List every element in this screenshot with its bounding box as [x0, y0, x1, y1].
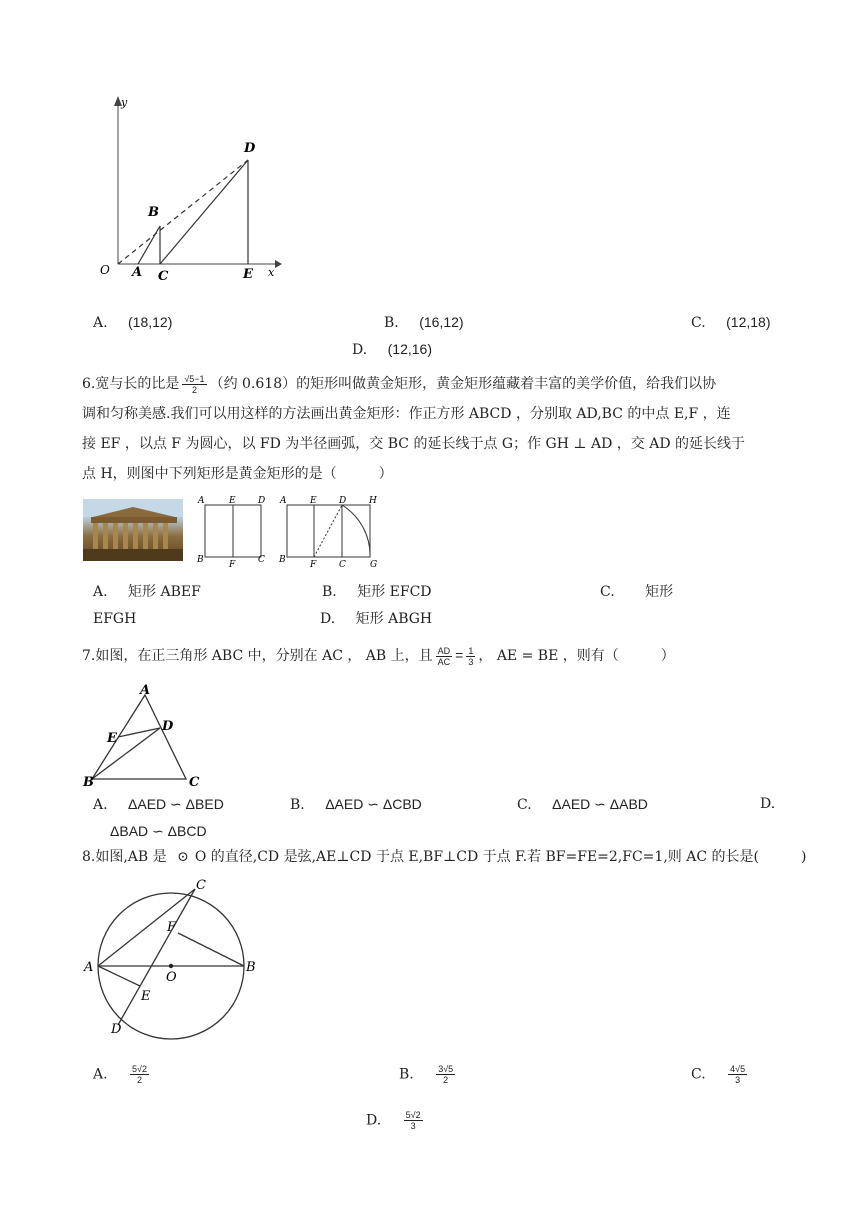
q6-option-c-continued[interactable] — [93, 609, 136, 629]
option-value: ΔAED ∽ ΔABD — [552, 796, 648, 812]
q5-option-b[interactable] — [384, 312, 464, 333]
option-value: EFGH — [93, 611, 137, 627]
q8-circle-figure — [80, 875, 270, 1045]
option-letter: A. — [93, 797, 108, 813]
label-e: E — [107, 731, 117, 746]
option-value: 矩形 EFCD — [357, 584, 432, 600]
label-o: O — [100, 263, 110, 277]
label-b: B — [197, 555, 204, 565]
q8-option-a[interactable] — [93, 1064, 152, 1085]
q6-stem-line-1 — [82, 369, 782, 399]
option-fraction — [130, 1064, 149, 1085]
label-d: D — [111, 1022, 122, 1037]
q5-option-c[interactable] — [691, 312, 770, 333]
q7-option-c[interactable] — [517, 794, 648, 815]
q6-golden-rectangle-figure — [278, 493, 382, 569]
option-value: (16,12) — [419, 314, 464, 330]
q8-stem — [82, 842, 806, 872]
equals-sign: = — [455, 647, 464, 663]
q6-stem — [82, 369, 782, 489]
parthenon-photo — [83, 499, 183, 561]
q5-option-a[interactable] — [93, 312, 172, 333]
label-a: A — [132, 265, 143, 280]
label-f: F — [167, 920, 177, 935]
fraction-numerator: 1 — [468, 645, 474, 656]
option-letter: A. — [93, 315, 108, 331]
q6-stem-text: 6.宽与长的比是 — [82, 376, 180, 392]
fraction-denominator: 2 — [191, 384, 197, 395]
label-d: D — [258, 496, 266, 506]
q8-option-b[interactable] — [399, 1064, 458, 1085]
option-value: 矩形 ABGH — [355, 611, 433, 627]
q6-stem-line-4: 点 H，则图中下列矩形是黄金矩形的是（ ） — [82, 466, 393, 482]
label-e: E — [310, 496, 317, 506]
q7-triangle-figure — [80, 682, 210, 792]
fraction-denominator: 2 — [443, 1075, 449, 1085]
option-value: ΔBAD ∽ ΔBCD — [110, 823, 207, 839]
label-y: y — [121, 96, 128, 109]
label-x: x — [268, 266, 275, 279]
fraction-denominator: AC — [437, 656, 451, 667]
label-g: G — [370, 560, 378, 569]
q6-stem-text: （约 0.618）的矩形叫做黄金矩形，黄金矩形蕴藏着丰富的美学价值，给我们以协 — [209, 376, 717, 392]
option-letter: D. — [760, 796, 776, 812]
segment-bf — [178, 933, 244, 966]
label-b: B — [279, 555, 286, 565]
fraction-numerator: 4√5 — [730, 1064, 746, 1074]
option-fraction — [728, 1064, 747, 1085]
label-a: A — [280, 496, 287, 506]
fraction-numerator: √5−1 — [184, 373, 205, 384]
q7-stem-text: ， AE = BE ，则有（ ） — [478, 648, 675, 664]
circle-symbol: ⊙ — [177, 849, 189, 865]
label-e: E — [229, 496, 236, 506]
option-letter: D. — [352, 342, 368, 358]
option-letter: B. — [399, 1066, 414, 1083]
label-e: E — [243, 267, 253, 282]
label-a: A — [84, 960, 94, 975]
label-b: B — [83, 775, 94, 790]
option-letter: B. — [322, 584, 337, 600]
label-c: C — [196, 878, 206, 893]
label-d: D — [162, 719, 174, 734]
q6-option-a[interactable] — [93, 582, 201, 602]
label-c: C — [158, 269, 169, 284]
q7-fraction-one-third — [466, 646, 475, 667]
fraction-denominator: 2 — [136, 1075, 142, 1085]
option-letter: B. — [384, 315, 399, 331]
label-f: F — [229, 560, 236, 569]
option-letter: C. — [600, 584, 615, 600]
q8-stem-line — [82, 842, 806, 872]
option-value: (18,12) — [128, 314, 173, 330]
q6-stem-line-3: 接 EF ，以点 F 为圆心，以 FD 为半径画弧，交 BC 的延长线于点 G；作 GH ⊥ AD ，交 AD 的延长线于 — [82, 436, 746, 452]
q6-stem-line-2: 调和匀称美感.我们可以用这样的方法画出黄金矩形：作正方形 ABCD ，分别取 AD,BC 的中点 E,F ，连 — [82, 406, 731, 422]
q6-square-figure — [196, 493, 270, 569]
segment-cd — [160, 160, 248, 264]
q6-option-c[interactable] — [600, 582, 673, 602]
option-value: (12,16) — [387, 341, 432, 357]
q6-option-d[interactable] — [320, 609, 432, 629]
label-c: C — [339, 560, 346, 569]
label-b: B — [148, 205, 159, 220]
q7-option-a[interactable] — [93, 794, 224, 815]
q6-fraction — [182, 374, 206, 395]
label-h: H — [369, 496, 377, 506]
segment-ac — [98, 889, 195, 966]
q7-fraction-ad-ac — [436, 646, 453, 667]
q8-option-c[interactable] — [691, 1064, 750, 1085]
option-letter: C. — [691, 315, 706, 331]
q7-option-d-letter[interactable] — [760, 794, 775, 814]
option-letter: A. — [93, 584, 108, 600]
option-value: ΔAED ∽ ΔCBD — [325, 796, 422, 812]
fraction-numerator: 5√2 — [132, 1064, 147, 1074]
fraction-numerator: 3√5 — [438, 1064, 454, 1074]
label-f: F — [310, 560, 317, 569]
option-letter: C. — [691, 1066, 706, 1083]
q7-option-d-value[interactable] — [110, 821, 207, 842]
label-d: D — [339, 496, 347, 506]
fraction-denominator: 3 — [410, 1121, 416, 1131]
label-e: E — [141, 989, 151, 1004]
label-o: O — [166, 970, 177, 985]
center-point-o — [169, 964, 173, 968]
option-letter: C. — [517, 797, 532, 813]
segment-ae — [98, 966, 140, 986]
q5-option-d[interactable] — [352, 339, 432, 360]
option-fraction — [436, 1064, 455, 1085]
option-value: 矩形 — [645, 584, 674, 600]
label-a: A — [198, 496, 205, 506]
q7-stem-text: 7.如图，在正三角形 ABC 中，分别在 AC ， AB 上，且 — [82, 648, 433, 664]
option-letter: A. — [93, 1066, 108, 1083]
option-letter: D. — [366, 1112, 382, 1129]
arc-dg — [342, 505, 370, 557]
label-d: D — [244, 141, 256, 156]
fraction-denominator: 3 — [735, 1075, 741, 1085]
option-value: 矩形 ABEF — [128, 584, 201, 600]
q5-coordinate-figure — [90, 92, 290, 284]
q6-option-b[interactable] — [322, 582, 432, 602]
x-axis-arrow — [275, 260, 282, 268]
label-c: C — [189, 775, 200, 790]
chord-cd — [118, 889, 195, 1025]
option-value: (12,18) — [726, 314, 771, 330]
q7-stem-line — [82, 640, 675, 671]
fraction-numerator: 5√2 — [405, 1110, 421, 1120]
label-b: B — [246, 960, 256, 975]
segment-fd-dashed — [314, 505, 342, 557]
label-a: A — [140, 683, 151, 698]
q7-stem — [82, 640, 675, 671]
label-c: C — [258, 555, 265, 565]
parthenon-illustration — [83, 499, 183, 561]
segment-od-dashed — [118, 160, 248, 264]
option-letter: B. — [290, 797, 305, 813]
q8-option-d[interactable] — [366, 1110, 426, 1131]
option-value: ΔAED ∽ ΔBED — [128, 796, 224, 812]
q8-stem-text: O 的直径,CD 是弦,AE⊥CD 于点 E,BF⊥CD 于点 F.若 BF=FE=2,FC=1,则 AC 的长是( ) — [194, 849, 807, 865]
fraction-numerator: AD — [437, 645, 451, 656]
fraction-denominator: 3 — [468, 656, 474, 667]
q8-stem-text: 8.如图,AB 是 — [82, 849, 167, 865]
option-fraction — [404, 1110, 423, 1131]
q7-option-b[interactable] — [290, 794, 422, 815]
option-letter: D. — [320, 611, 336, 627]
